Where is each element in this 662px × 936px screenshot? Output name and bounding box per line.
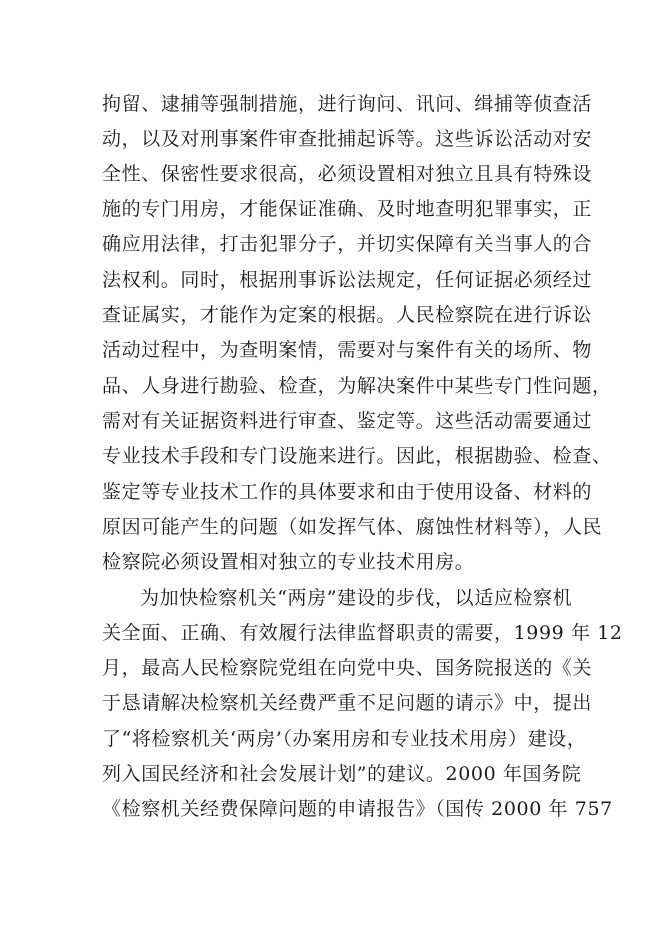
text-line: 全性、保密性要求很高，必须设置相对独立且具有特殊设 [102,163,593,185]
text-line: 于恳请解决检察机关经费严重不足问题的请示》中，提出 [102,692,593,714]
text-line: 拘留、逮捕等强制措施，进行询问、讯问、缉捕等侦查活 [102,93,593,115]
text-line: 施的专门用房，才能保证准确、及时地查明犯罪事实，正 [102,198,593,220]
text-line: 为加快检察机关“两房”建设的步伐，以适应检察机 [140,587,573,609]
text-line: 鉴定等专业技术工作的具体要求和由于使用设备、材料的 [102,481,593,503]
text-line: 专业技术手段和专门设施来进行。因此，根据勘验、检查、 [102,445,612,467]
text-line: 查证属实，才能作为定案的根据。人民检察院在进行诉讼 [102,304,593,326]
text-line: 需对有关证据资料进行审查、鉴定等。这些活动需要通过 [102,410,593,432]
text-line: 关全面、正确、有效履行法律监督职责的需要，1999 年 12 [102,622,623,644]
text-line: 月，最高人民检察院党组在向党中央、国务院报送的《关 [102,657,593,679]
text-line: 了“将检察机关‘两房’（办案用房和专业技术用房）建设， [102,728,587,750]
text-line: 活动过程中，为查明案情，需要对与案件有关的场所、物 [102,339,593,361]
text-line: 检察院必须设置相对独立的专业技术用房。 [102,551,475,573]
text-line: 品、人身进行勘验、检查，为解决案件中某些专门性问题， [102,375,612,397]
text-line: 《检察机关经费保障问题的申请报告》（国传 2000 年 757 [102,798,613,820]
text-line: 列入国民经济和社会发展计划”的建议。2000 年国务院 [102,763,582,785]
text-line: 法权利。同时，根据刑事诉讼法规定，任何证据必须经过 [102,269,593,291]
text-line: 原因可能产生的问题（如发挥气体、腐蚀性材料等），人民 [102,516,603,538]
text-line: 动，以及对刑事案件审查批捕起诉等。这些诉讼活动对安 [102,128,593,150]
text-line: 确应用法律，打击犯罪分子，并切实保障有关当事人的合 [102,233,593,255]
